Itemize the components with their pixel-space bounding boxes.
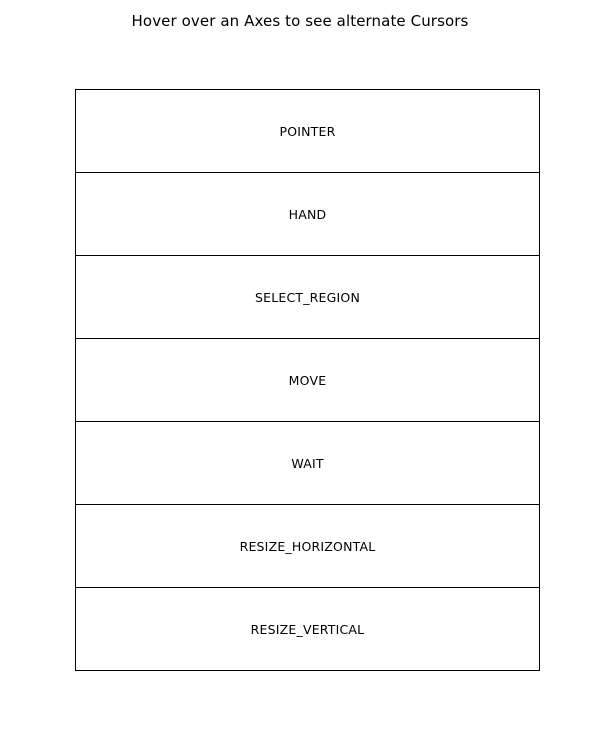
axes-label-move: MOVE [288, 372, 327, 388]
axes-panel-resize-horizontal[interactable] [75, 504, 540, 588]
axes-panel-wait[interactable] [75, 421, 540, 505]
axes-panel-select-region[interactable] [75, 255, 540, 339]
axes-label-hand: HAND [288, 206, 327, 222]
axes-panel-hand[interactable] [75, 172, 540, 256]
axes-label-select-region: SELECT_REGION [254, 289, 361, 305]
page-title: Hover over an Axes to see alternate Cursors [131, 12, 469, 30]
axes-label-wait: WAIT [291, 455, 324, 471]
axes-label-resize-horizontal: RESIZE_HORIZONTAL [239, 538, 376, 554]
axes-panel-pointer[interactable] [75, 89, 540, 173]
axes-label-resize-vertical: RESIZE_VERTICAL [250, 621, 365, 637]
axes-stack [75, 89, 540, 669]
axes-panel-move[interactable] [75, 338, 540, 422]
axes-panel-resize-vertical[interactable] [75, 587, 540, 671]
axes-label-pointer: POINTER [279, 123, 336, 139]
